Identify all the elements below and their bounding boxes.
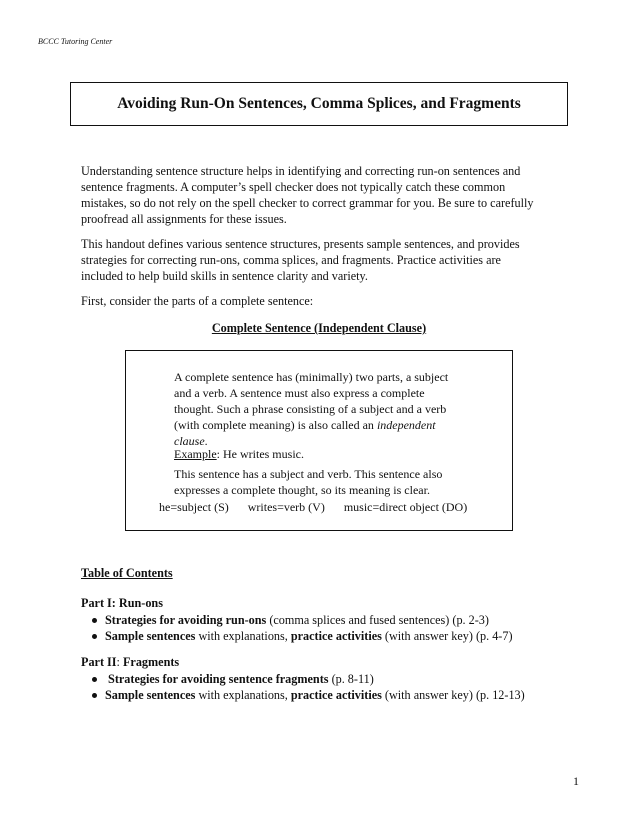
toc-item-bold: Strategies for avoiding sentence fragments: [105, 672, 329, 686]
intro-p1-line-3: mistakes, so do not rely on the spell checker to correct grammar for you. Be sure to carefully: [81, 196, 534, 210]
title-box: [70, 82, 568, 126]
bullet-icon: [92, 618, 97, 623]
part2-heading-sep: :: [116, 655, 123, 669]
bullet-icon: [92, 693, 97, 698]
toc-item-text: with explanations,: [195, 688, 291, 702]
bullet-icon: [92, 634, 97, 639]
toc-item-text: with explanations,: [195, 629, 291, 643]
explanation-text: [174, 466, 474, 498]
intro-p1-line-1: Understanding sentence structure helps in identifying and correcting run-on sentences and: [81, 164, 521, 178]
sentence-legend: [159, 500, 486, 515]
toc-item-bold: Sample sentences: [105, 629, 196, 643]
legend-object: music=direct object (DO): [343, 500, 468, 514]
legend-subject: he=subject (S): [159, 500, 229, 514]
bullet-icon: [92, 677, 97, 682]
definition-line-1: A complete sentence has (minimally) two parts, a subject: [174, 370, 449, 384]
intro-p2-line-3: included to help build skills in sentence clarity and variety.: [81, 269, 368, 283]
toc-item-bold-2: practice activities: [290, 688, 382, 702]
toc-item: [92, 612, 489, 628]
legend-verb: writes=verb (V): [247, 500, 325, 514]
definition-end: .: [204, 434, 208, 448]
example-label: Example: [174, 447, 217, 461]
example-text: [174, 446, 474, 462]
definition-line-3: thought. Such a phrase consisting of a subject and a verb: [174, 402, 447, 416]
intro-p1-line-2: sentence fragments. A computer’s spell checker does not typically catch these common: [81, 180, 506, 194]
explanation-line-2: expresses a complete thought, so its meaning is clear.: [174, 483, 430, 497]
example-sentence: : He writes music.: [216, 447, 304, 461]
intro-paragraph-3: First, consider the parts of a complete sentence:: [81, 294, 314, 308]
intro-paragraph-2: [81, 236, 561, 284]
page-number: 1: [573, 774, 579, 788]
toc-item-bold-2: practice activities: [290, 629, 382, 643]
toc-item: [92, 687, 525, 703]
header-label: BCCC Tutoring Center: [38, 37, 113, 46]
toc-item-bold: Strategies for avoiding run-ons: [105, 613, 267, 627]
toc-item-text-2: (with answer key) (p. 12-13): [381, 688, 525, 702]
part2-heading-label: Part II: [81, 655, 117, 669]
toc-item: [92, 628, 513, 644]
intro-p1-line-4: proofread all assignments for these issues.: [81, 212, 287, 226]
complete-sentence-heading: Complete Sentence (Independent Clause): [211, 321, 427, 335]
definition-italic-clause: clause: [174, 434, 205, 448]
explanation-line-1: This sentence has a subject and verb. This sentence also: [174, 467, 443, 481]
intro-p2-line-1: This handout defines various sentence structures, presents sample sentences, and provides: [81, 237, 520, 251]
definition-italic-independent: independent: [376, 418, 436, 432]
part1-heading: Part I: Run-ons: [81, 596, 163, 610]
part2-heading: [81, 655, 179, 670]
page-title: Avoiding Run-On Sentences, Comma Splices, and Fragments: [117, 95, 521, 112]
definition-line-4: (with complete meaning) is also called an: [174, 418, 377, 432]
intro-p2-line-2: strategies for correcting run-ons, comma splices, and fragments. Practice activities are: [81, 253, 501, 267]
definition-line-2: and a verb. A sentence must also express a complete: [174, 386, 425, 400]
toc-item-bold: Sample sentences: [105, 688, 196, 702]
toc-heading: Table of Contents: [81, 566, 173, 580]
toc-item: [92, 671, 374, 687]
toc-item-text-2: (with answer key) (p. 4-7): [381, 629, 513, 643]
toc-item-text: (comma splices and fused sentences) (p. 2-3): [266, 613, 489, 627]
toc-item-text: (p. 8-11): [328, 672, 374, 686]
definition-text: [174, 369, 474, 449]
intro-paragraph-1: [81, 163, 561, 227]
part2-heading-title: Fragments: [122, 655, 180, 669]
